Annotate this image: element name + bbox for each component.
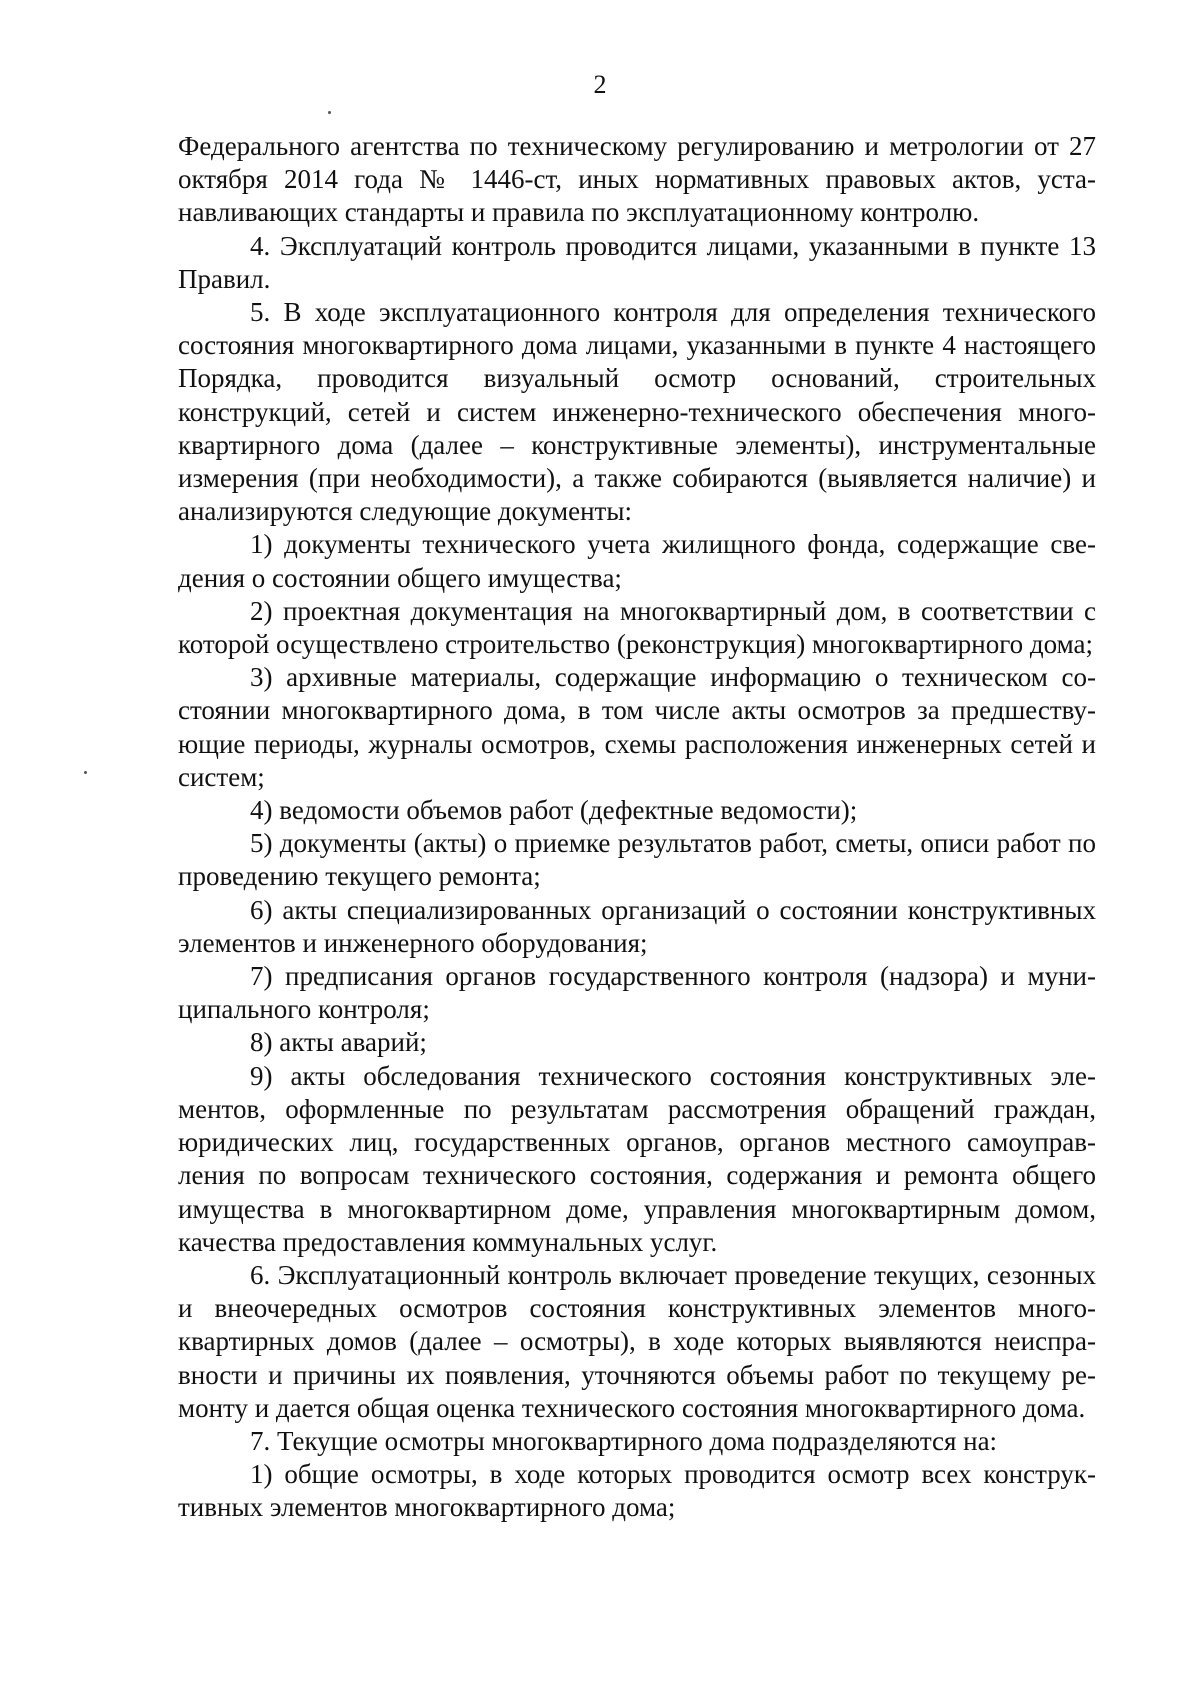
- list-item: 6) акты специализированных организаций о состоянии конструктивных элементов и инженерного оборудования;: [178, 894, 1096, 958]
- list-item: 8) акты аварий;: [250, 1027, 427, 1058]
- paragraph: 5. В ходе эксплуатационного контроля для определения технического состояния многоквартирного дома лицами, указанными в пункте 4 настоящего Порядка, проводится визуальный осмотр оснований, строительных конструкций, сетей и систем инженерно-технического обеспечения многоквартирного дома (далее – конструктивные элементы), инструментальные измерения (при необходимости), а также собираются (выявляется наличие) и анализируются следующие документы:: [178, 297, 1096, 527]
- list-item: 5) документы (акты) о приемке результатов работ, сметы, описи работ по проведению текущего ремонта;: [178, 828, 1096, 892]
- list-item: 1) общие осмотры, в ходе которых проводится осмотр всех конструктивных элементов многоквартирного дома;: [178, 1459, 1096, 1523]
- list-item: 2) проектная документация на многоквартирный дом, в соответствии с которой осуществлено строительство (реконструкция) многоквартирного дома;: [178, 595, 1096, 660]
- scan-speck: [328, 111, 331, 114]
- list-item: 3) архивные материалы, содержащие информацию о техническом состоянии многоквартирного дома, в том числе акты осмотров за предшествующие периоды, журналы осмотров, схемы расположения инженерных сетей и систем;: [178, 662, 1096, 792]
- document-body: [178, 130, 1096, 1525]
- list-item: 7) предписания органов государственного контроля (надзора) и муниципального контроля;: [178, 961, 1096, 1025]
- list-item: 9) акты обследования технического состояния конструктивных элементов, оформленные по результатам рассмотрения обращений граждан, юридических лиц, государственных органов, органов местного самоуправления по вопросам технического состояния, содержания и ремонта общего имущества в многоквартирном доме, управления многоквартирным домом, качества предоставления коммунальных услуг.: [178, 1060, 1096, 1257]
- paragraph: 6. Эксплуатационный контроль включает проведение текущих, сезонных и внеочередных осмотров состояния конструктивных элементов многоквартирных домов (далее – осмотры), в ходе которых выявляются неисправности и причины их появления, уточняются объемы работ по текущему ремонту и дается общая оценка технического состояния многоквартирного дома.: [178, 1259, 1096, 1423]
- paragraph: Федерального агентства по техническому регулированию и метрологии от 27 октября 2014 года № 1446-ст, иных нормативных правовых актов, устанавливающих стандарты и правила по эксплуатационному контролю.: [178, 131, 1096, 228]
- paragraph: 7. Текущие осмотры многоквартирного дома подразделяются на:: [250, 1425, 998, 1456]
- scan-speck: [84, 771, 87, 774]
- list-item: 4) ведомости объемов работ (дефектные ведомости);: [250, 795, 858, 826]
- page-number: 2: [593, 70, 607, 99]
- paragraph: 4. Эксплуатаций контроль проводится лицами, указанными в пункте 13 Правил.: [178, 230, 1096, 294]
- list-item: 1) документы технического учета жилищного фонда, содержащие сведения о состоянии общего имущества;: [178, 529, 1096, 593]
